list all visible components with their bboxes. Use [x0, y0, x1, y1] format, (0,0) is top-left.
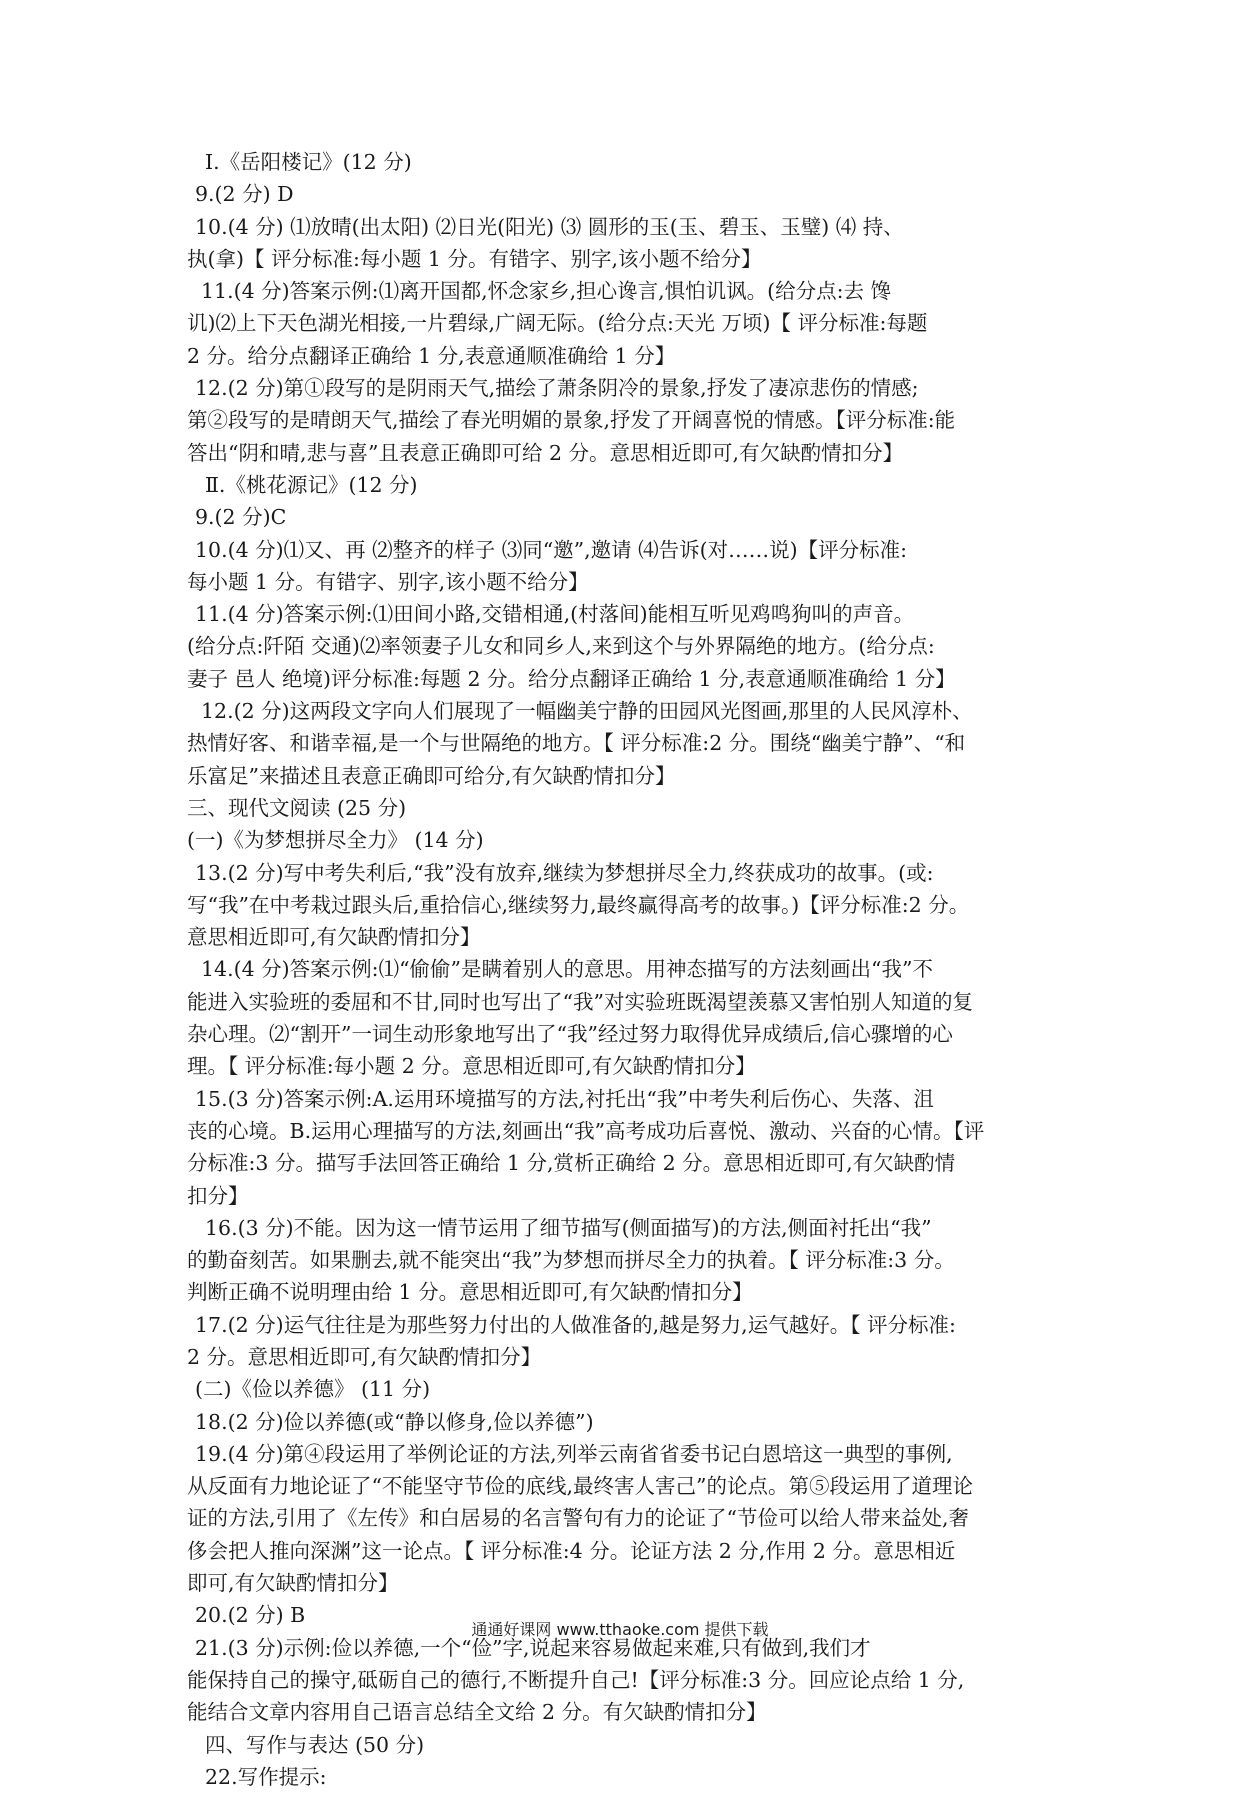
text-line: 丧的心境。B.运用心理描写的方法,刻画出“我”高考成功后喜悦、激动、兴奋的心情。【评 — [187, 1118, 985, 1143]
text-line: 妻子 邑人 绝境)评分标准:每题 2 分。给分点翻译正确给 1 分,表意通顺准确给 1 分】 — [187, 666, 956, 691]
text-line: 18.(2 分)俭以养德(或“静以修身,俭以养德”) — [195, 1409, 594, 1434]
text-line: Ⅰ.《岳阳楼记》(12 分) — [205, 150, 412, 174]
text-line: 17.(2 分)运气往往是为那些努力付出的人做准备的,越是努力,运气越好。【 评分标准: — [195, 1312, 956, 1337]
text-line: (二)《俭以养德》 (11 分) — [195, 1377, 431, 1402]
text-line: 能进入实验班的委屈和不甘,同时也写出了“我”对实验班既渴望羡慕又害怕别人知道的复 — [187, 989, 973, 1014]
text-line: 21.(3 分)示例:俭以养德,一个“俭”字,说起来容易做起来难,只有做到,我们才 — [195, 1635, 871, 1660]
text-line: 从反面有力地论证了“不能坚守节俭的底线,最终害人害己”的论点。第⑤段运用了道理论 — [187, 1474, 973, 1499]
text-line: 能保持自己的操守,砥砺自己的德行,不断提升自己!【评分标准:3 分。回应论点给 1 分, — [187, 1667, 965, 1692]
text-line: 12.(2 分)这两段文字向人们展现了一幅幽美宁静的田园风光图画,那里的人民风淳朴、 — [201, 699, 973, 724]
text-line: 11.(4 分)答案示例:⑴离开国都,怀念家乡,担心谗言,惧怕讥讽。(给分点:去 馋 — [201, 279, 892, 304]
text-line: 10.(4 分) ⑴放晴(出太阳) ⑵日光(阳光) ⑶ 圆形的玉(玉、碧玉、玉璧) ⑷ 持、 — [195, 214, 904, 239]
text-line: 讥)⑵上下天色湖光相接,一片碧绿,广阔无际。(给分点:天光 万顷)【 评分标准:每题 — [187, 311, 928, 336]
text-line: 每小题 1 分。有错字、别字,该小题不给分】 — [187, 569, 589, 594]
text-line: 2 分。给分点翻译正确给 1 分,表意通顺准确给 1 分】 — [187, 343, 676, 368]
text-line: 理。【 评分标准:每小题 2 分。意思相近即可,有欠缺酌情扣分】 — [187, 1054, 756, 1079]
text-line: 能结合文章内容用自己语言总结全文给 2 分。有欠缺酌情扣分】 — [187, 1700, 767, 1725]
text-line: 答出“阴和晴,悲与喜”且表意正确即可给 2 分。意思相近即可,有欠缺酌情扣分】 — [187, 440, 904, 465]
text-line: 19.(4 分)第④段运用了举例论证的方法,列举云南省省委书记白恩培这一典型的事例, — [195, 1441, 953, 1466]
answer-key-body — [187, 146, 1057, 1793]
text-line: 15.(3 分)答案示例:A.运用环境描写的方法,衬托出“我”中考失利后伤心、失落、沮 — [195, 1086, 934, 1111]
text-line: 11.(4 分)答案示例:⑴田间小路,交错相通,(村落间)能相互听见鸡鸣狗叫的声音。 — [195, 602, 915, 627]
text-line: 即可,有欠缺酌情扣分】 — [187, 1571, 399, 1596]
text-line: 2 分。意思相近即可,有欠缺酌情扣分】 — [187, 1344, 542, 1369]
text-line: 乐富足”来描述且表意正确即可给分,有欠缺酌情扣分】 — [187, 763, 676, 788]
text-line: 侈会把人推向深渊”这一论点。【 评分标准:4 分。论证方法 2 分,作用 2 分。意思相近 — [187, 1538, 956, 1563]
text-line: (给分点:阡陌 交通)⑵率领妻子儿女和同乡人,来到这个与外界隔绝的地方。(给分点: — [187, 634, 935, 659]
text-line: 写“我”在中考栽过跟头后,重拾信心,继续努力,最终赢得高考的故事。)【评分标准:2 分。 — [187, 892, 970, 917]
text-line: 分标准:3 分。描写手法回答正确给 1 分,赏析正确给 2 分。意思相近即可,有欠缺酌情 — [187, 1151, 956, 1176]
text-line: 证的方法,引用了《左传》和白居易的名言警句有力的论证了“节俭可以给人带来益处,奢 — [187, 1506, 970, 1531]
text-line: 16.(3 分)不能。因为这一情节运用了细节描写(侧面描写)的方法,侧面衬托出“我” — [205, 1215, 932, 1240]
text-line: 热情好客、和谐幸福,是一个与世隔绝的地方。【 评分标准:2 分。围绕“幽美宁静”、“和 — [187, 731, 966, 756]
text-line: 10.(4 分)⑴又、再 ⑵整齐的样子 ⑶同“邀”,邀请 ⑷告诉(对……说)【评分标准: — [195, 537, 908, 562]
text-line: 四、写作与表达 (50 分) — [205, 1732, 425, 1757]
text-line: 三、现代文阅读 (25 分) — [187, 795, 407, 820]
text-line: 22.写作提示: — [205, 1764, 327, 1789]
text-line: 扣分】 — [187, 1183, 249, 1208]
text-line: 判断正确不说明理由给 1 分。意思相近即可,有欠缺酌情扣分】 — [187, 1280, 753, 1305]
text-line: 13.(2 分)写中考失利后,“我”没有放弃,继续为梦想拼尽全力,终获成功的故事。(或: — [195, 860, 934, 885]
text-line: 第②段写的是晴朗天气,描绘了春光明媚的景象,抒发了开阔喜悦的情感。【评分标准:能 — [187, 408, 956, 433]
text-line: 杂心理。⑵“割开”一词生动形象地写出了“我”经过努力取得优异成绩后,信心骤增的心 — [187, 1022, 953, 1047]
text-line: 执(拿)【 评分标准:每小题 1 分。有错字、别字,该小题不给分】 — [187, 246, 762, 271]
text-line: 意思相近即可,有欠缺酌情扣分】 — [187, 925, 481, 950]
text-line: Ⅱ.《桃花源记》(12 分) — [205, 472, 418, 497]
text-line: 14.(4 分)答案示例:⑴“偷偷”是瞒着别人的意思。用神态描写的方法刻画出“我”不 — [201, 957, 933, 982]
text-line: 12.(2 分)第①段写的是阴雨天气,描绘了萧条阴冷的景象,抒发了凄凉悲伤的情感; — [195, 376, 919, 401]
text-line: 9.(2 分)C — [195, 505, 287, 530]
text-line: 的勤奋刻苦。如果删去,就不能突出“我”为梦想而拼尽全力的执着。【 评分标准:3 分。 — [187, 1248, 955, 1273]
text-line: (一)《为梦想拼尽全力》 (14 分) — [187, 828, 484, 853]
text-line: 20.(2 分) B — [195, 1603, 306, 1628]
text-line: 9.(2 分) D — [195, 182, 294, 207]
page-footer: 通通好课网 www.tthaoke.com 提供下载 — [471, 1620, 769, 1639]
